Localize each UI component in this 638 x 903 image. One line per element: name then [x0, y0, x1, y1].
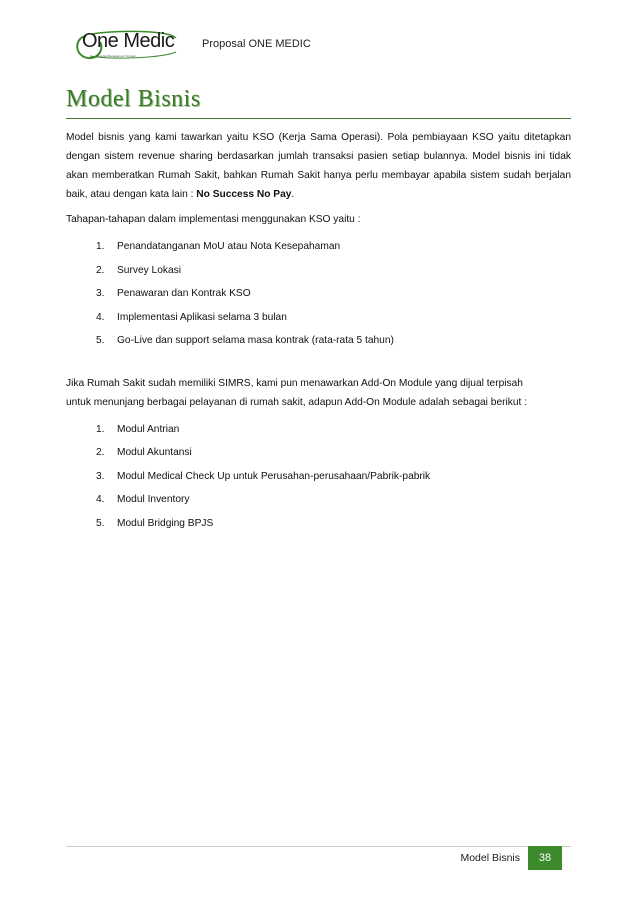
page-header: [72, 28, 572, 68]
list-number: 1.: [96, 423, 105, 435]
list-text: Implementasi Aplikasi selama 3 bulan: [117, 311, 287, 323]
list-item: [66, 235, 571, 259]
list-item: [66, 512, 571, 536]
list-number: 5.: [96, 335, 105, 346]
list-number: 4.: [96, 494, 105, 505]
title-divider: [66, 118, 571, 119]
list-text: Modul Inventory: [117, 494, 190, 505]
section-title: Model Bisnis: [66, 86, 201, 112]
intro-end-text: .: [291, 189, 295, 200]
addon-paragraph: Jika Rumah Sakit sudah memiliki SIMRS, kami pun menawarkan Add-On Module yang dijual terpisah untuk menunjang berbagai pelayanan di rumah sakit, adapun Add-On Module adalah sebagai berikut :: [66, 377, 528, 408]
list-item: [66, 329, 571, 353]
list-item: [66, 488, 571, 512]
intro-paragraph: [66, 128, 571, 204]
list-item: [66, 441, 571, 465]
list-item: [66, 259, 571, 283]
logo-tagline: Hospital Management System: [96, 54, 137, 58]
list-number: 1.: [96, 241, 105, 252]
list-number: 2.: [96, 447, 105, 458]
list-number: 2.: [96, 264, 105, 276]
footer-divider: [66, 846, 571, 847]
list-text: Go-Live dan support selama masa kontrak (rata-rata 5 tahun): [117, 335, 394, 346]
list-text: Penawaran dan Kontrak KSO: [117, 288, 251, 299]
list-item: [66, 465, 571, 489]
list-text: Modul Antrian: [117, 423, 180, 435]
footer-section-label: Model Bisnis: [460, 852, 520, 864]
one-medic-logo: [72, 28, 182, 62]
page-number: 38: [528, 846, 562, 870]
intro-bold-text: No Success No Pay: [196, 189, 292, 200]
list-text: Modul Medical Check Up untuk Perusahan-perusahaan/Pabrik-pabrik: [117, 470, 431, 482]
list-text: Survey Lokasi: [117, 264, 181, 276]
list-number: 4.: [96, 311, 105, 323]
modules-list: [66, 418, 571, 536]
list-text: Penandatanganan MoU atau Nota Kesepahaman: [117, 241, 341, 252]
list-text: Modul Akuntansi: [117, 447, 192, 458]
list-number: 5.: [96, 517, 105, 529]
list-number: 3.: [96, 470, 105, 482]
page-content: [66, 128, 571, 535]
list-item: [66, 418, 571, 442]
list-number: 3.: [96, 288, 105, 299]
steps-list: [66, 235, 571, 353]
intro-text: Model bisnis yang kami tawarkan yaitu KSO (Kerja Sama Operasi). Pola pembiayaan KSO yaitu ditetapkan dengan sistem revenue sharing berdasarkan jumlah transaksi pasien setiap bulannya. Model bisnis ini tidak akan memberatkan Rumah Sakit, bahkan Rumah Sakit hanya perlu membayar apabila sistem sudah berjalan baik, atau dengan kata lain :: [66, 132, 571, 200]
steps-intro: Tahapan-tahapan dalam implementasi menggunakan KSO yaitu :: [66, 214, 361, 225]
document-header-title: Proposal ONE MEDIC: [202, 38, 311, 50]
list-item: [66, 282, 571, 306]
list-text: Modul Bridging BPJS: [117, 517, 214, 529]
logo-text: One Medic: [82, 30, 175, 52]
list-item: [66, 306, 571, 330]
